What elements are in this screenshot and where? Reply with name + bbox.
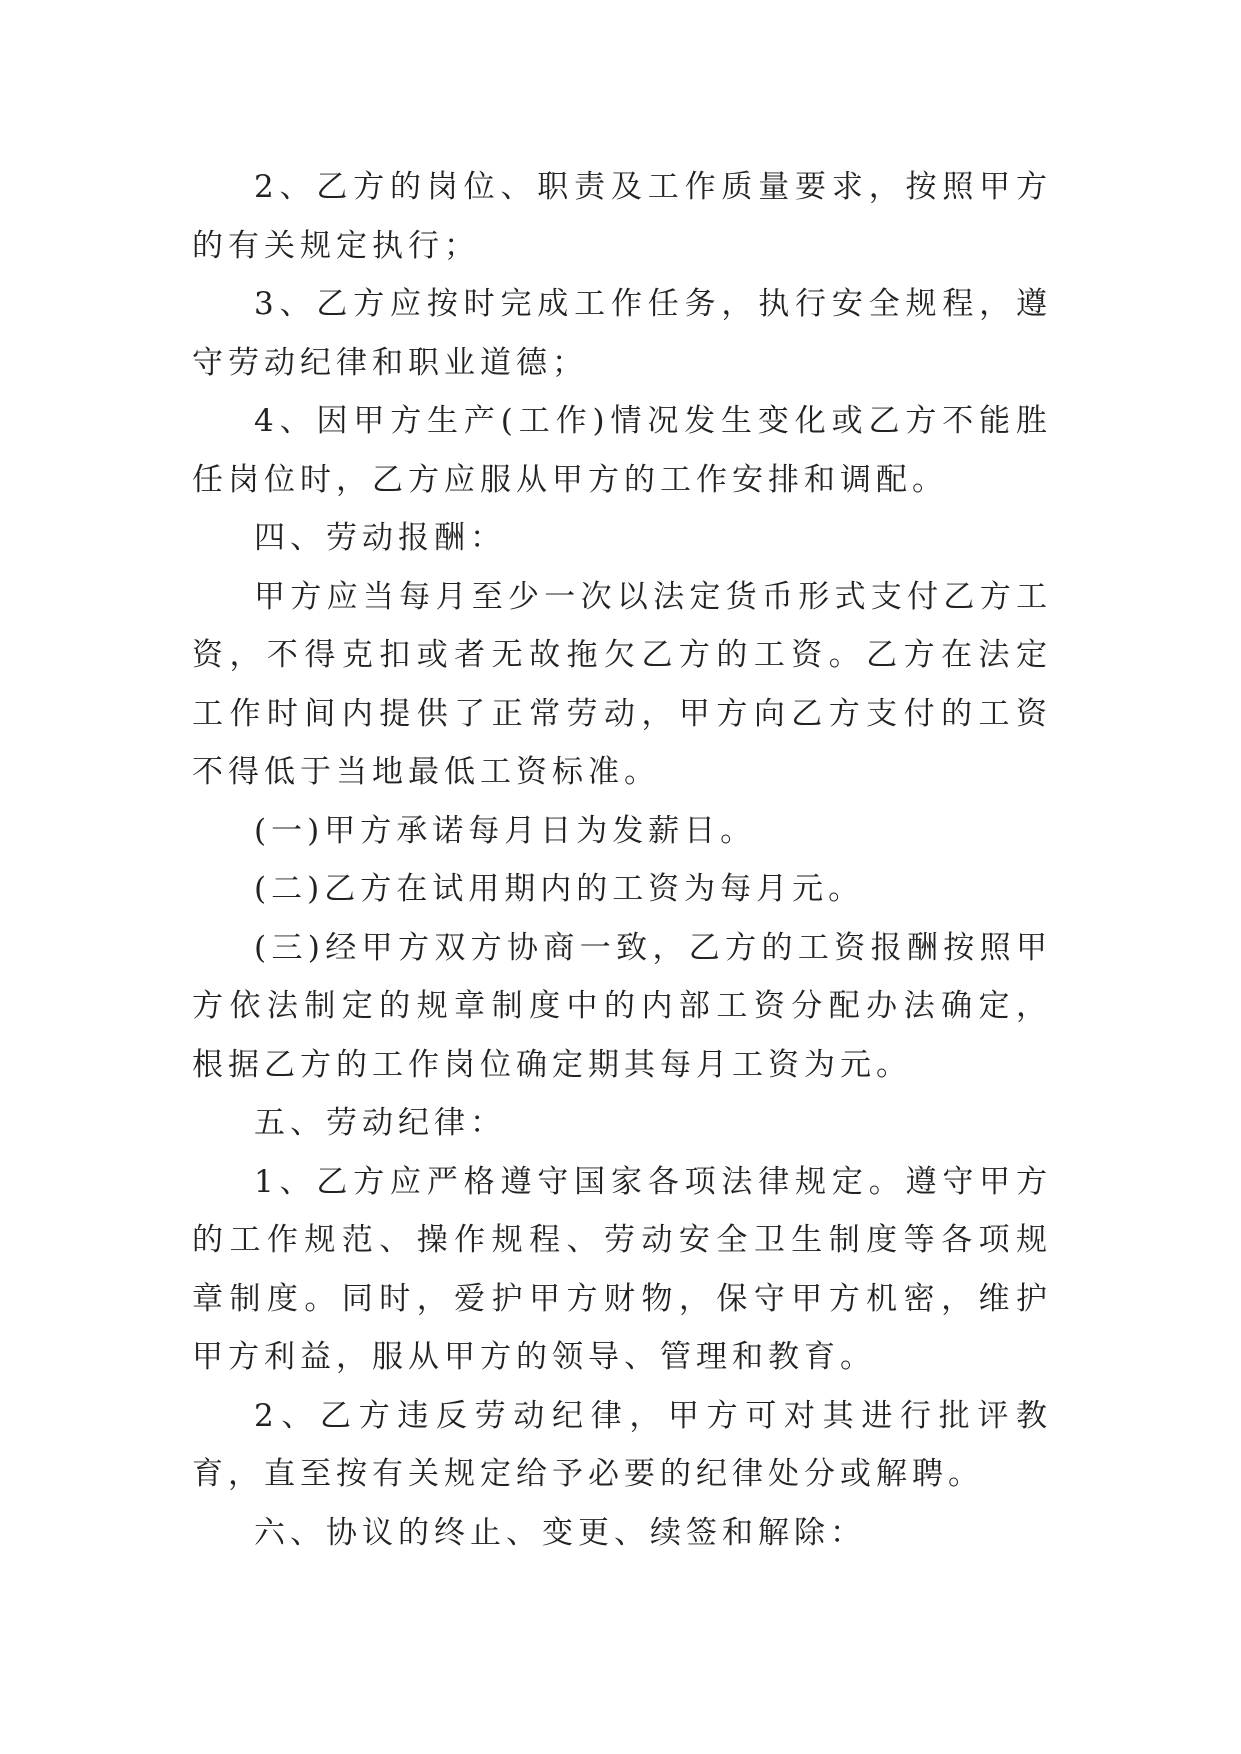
remuneration-item-3: (三)经甲方双方协商一致，乙方的工资报酬按照甲方依法制定的规章制度中的内部工资分配办法确定，根据乙方的工作岗位确定期其每月工资为元。 bbox=[192, 929, 1052, 1083]
section-heading-termination: 六、协议的终止、变更、续签和解除： bbox=[254, 1514, 866, 1551]
remuneration-paragraph: 甲方应当每月至少一次以法定货币形式支付乙方工资，不得克扣或者无故拖欠乙方的工资。乙方在法定工作时间内提供了正常劳动，甲方向乙方支付的工资不得低于当地最低工资标准。 bbox=[192, 578, 1052, 790]
clause-3-3-work-tasks: 3、乙方应按时完成工作任务，执行安全规程，遵守劳动纪律和职业道德； bbox=[192, 286, 1052, 381]
section-heading-remuneration: 四、劳动报酬： bbox=[254, 520, 506, 556]
clause-3-2-post-duties: 2、乙方的岗位、职责及工作质量要求，按照甲方的有关规定执行； bbox=[192, 169, 1052, 264]
remuneration-item-1: (一)甲方承诺每月日为发薪日。 bbox=[254, 812, 757, 849]
clause-3-4-reassignment: 4、因甲方生产(工作)情况发生变化或乙方不能胜任岗位时，乙方应服从甲方的工作安排和调配。 bbox=[192, 403, 1052, 498]
document-page bbox=[192, 158, 1052, 1562]
discipline-clause-2: 2、乙方违反劳动纪律，甲方可对其进行批评教育，直至按有关规定给予必要的纪律处分或解聘。 bbox=[192, 1397, 1052, 1492]
section-heading-discipline: 五、劳动纪律： bbox=[254, 1105, 506, 1141]
discipline-clause-1: 1、乙方应严格遵守国家各项法律规定。遵守甲方的工作规范、操作规程、劳动安全卫生制度等各项规章制度。同时，爱护甲方财物，保守甲方机密，维护甲方利益，服从甲方的领导、管理和教育。 bbox=[192, 1163, 1052, 1375]
remuneration-item-2: (二)乙方在试用期内的工资为每月元。 bbox=[254, 871, 865, 907]
